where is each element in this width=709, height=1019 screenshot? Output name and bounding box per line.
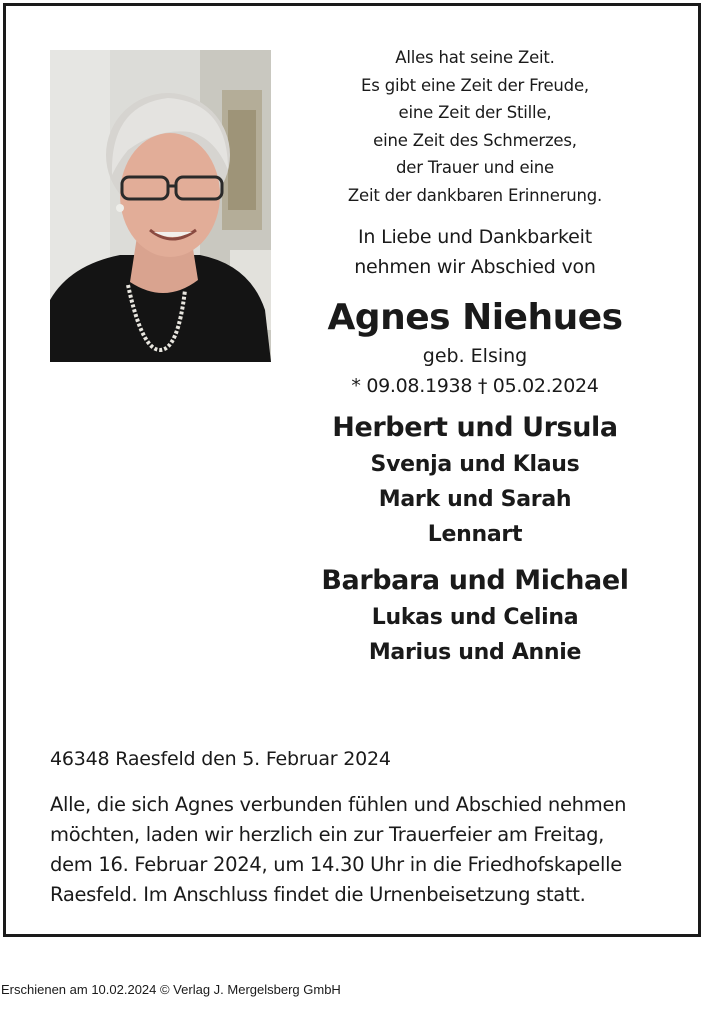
family-group [306,562,644,670]
notice-line: Alle, die sich Agnes verbunden fühlen und Abschied nehmen [50,793,627,816]
family-head: Barbara und Michael [321,565,629,596]
poem-line: der Trauer und eine [395,158,555,177]
place-and-date: 46348 Raesfeld den 5. Februar 2024 [50,748,391,770]
birth-name: geb. Elsing [422,345,528,367]
intro-line: In Liebe und Dankbarkeit [358,226,592,248]
publication-footer: Erschienen am 10.02.2024 © Verlag J. Mergelsberg GmbH [1,982,341,997]
notice-line: dem 16. Februar 2024, um 14.30 Uhr in die Friedhofskapelle [50,853,622,876]
obituary-frame [3,3,701,937]
intro-line: nehmen wir Abschied von [354,256,596,278]
life-dates: * 09.08.1938 † 05.02.2024 [351,375,599,397]
family-member: Mark und Sarah [378,487,572,512]
family-member: Marius und Annie [368,640,582,665]
poem-line: eine Zeit des Schmerzes, [373,130,577,150]
poem-line: Zeit der dankbaren Erinnerung. [347,185,603,205]
family-member: Svenja und Klaus [370,452,580,477]
poem-line: Alles hat seine Zeit. [395,48,555,67]
deceased-name: Agnes Niehues [327,297,623,338]
funeral-notice [50,790,680,910]
poem [306,44,644,209]
family-member: Lennart [427,522,523,547]
main-text-column [306,44,644,670]
family-group [306,409,644,552]
family-head: Herbert und Ursula [332,412,618,443]
family-member: Lukas und Celina [371,605,579,630]
poem-line: Es gibt eine Zeit der Freude, [361,75,589,95]
poem-line: eine Zeit der Stille, [398,103,552,122]
notice-line: Raesfeld. Im Anschluss findet die Urnenbeisetzung statt. [50,883,586,906]
intro-text [306,222,644,282]
notice-line: möchten, laden wir herzlich ein zur Trauerfeier am Freitag, [50,823,605,846]
portrait-photo [50,50,271,362]
